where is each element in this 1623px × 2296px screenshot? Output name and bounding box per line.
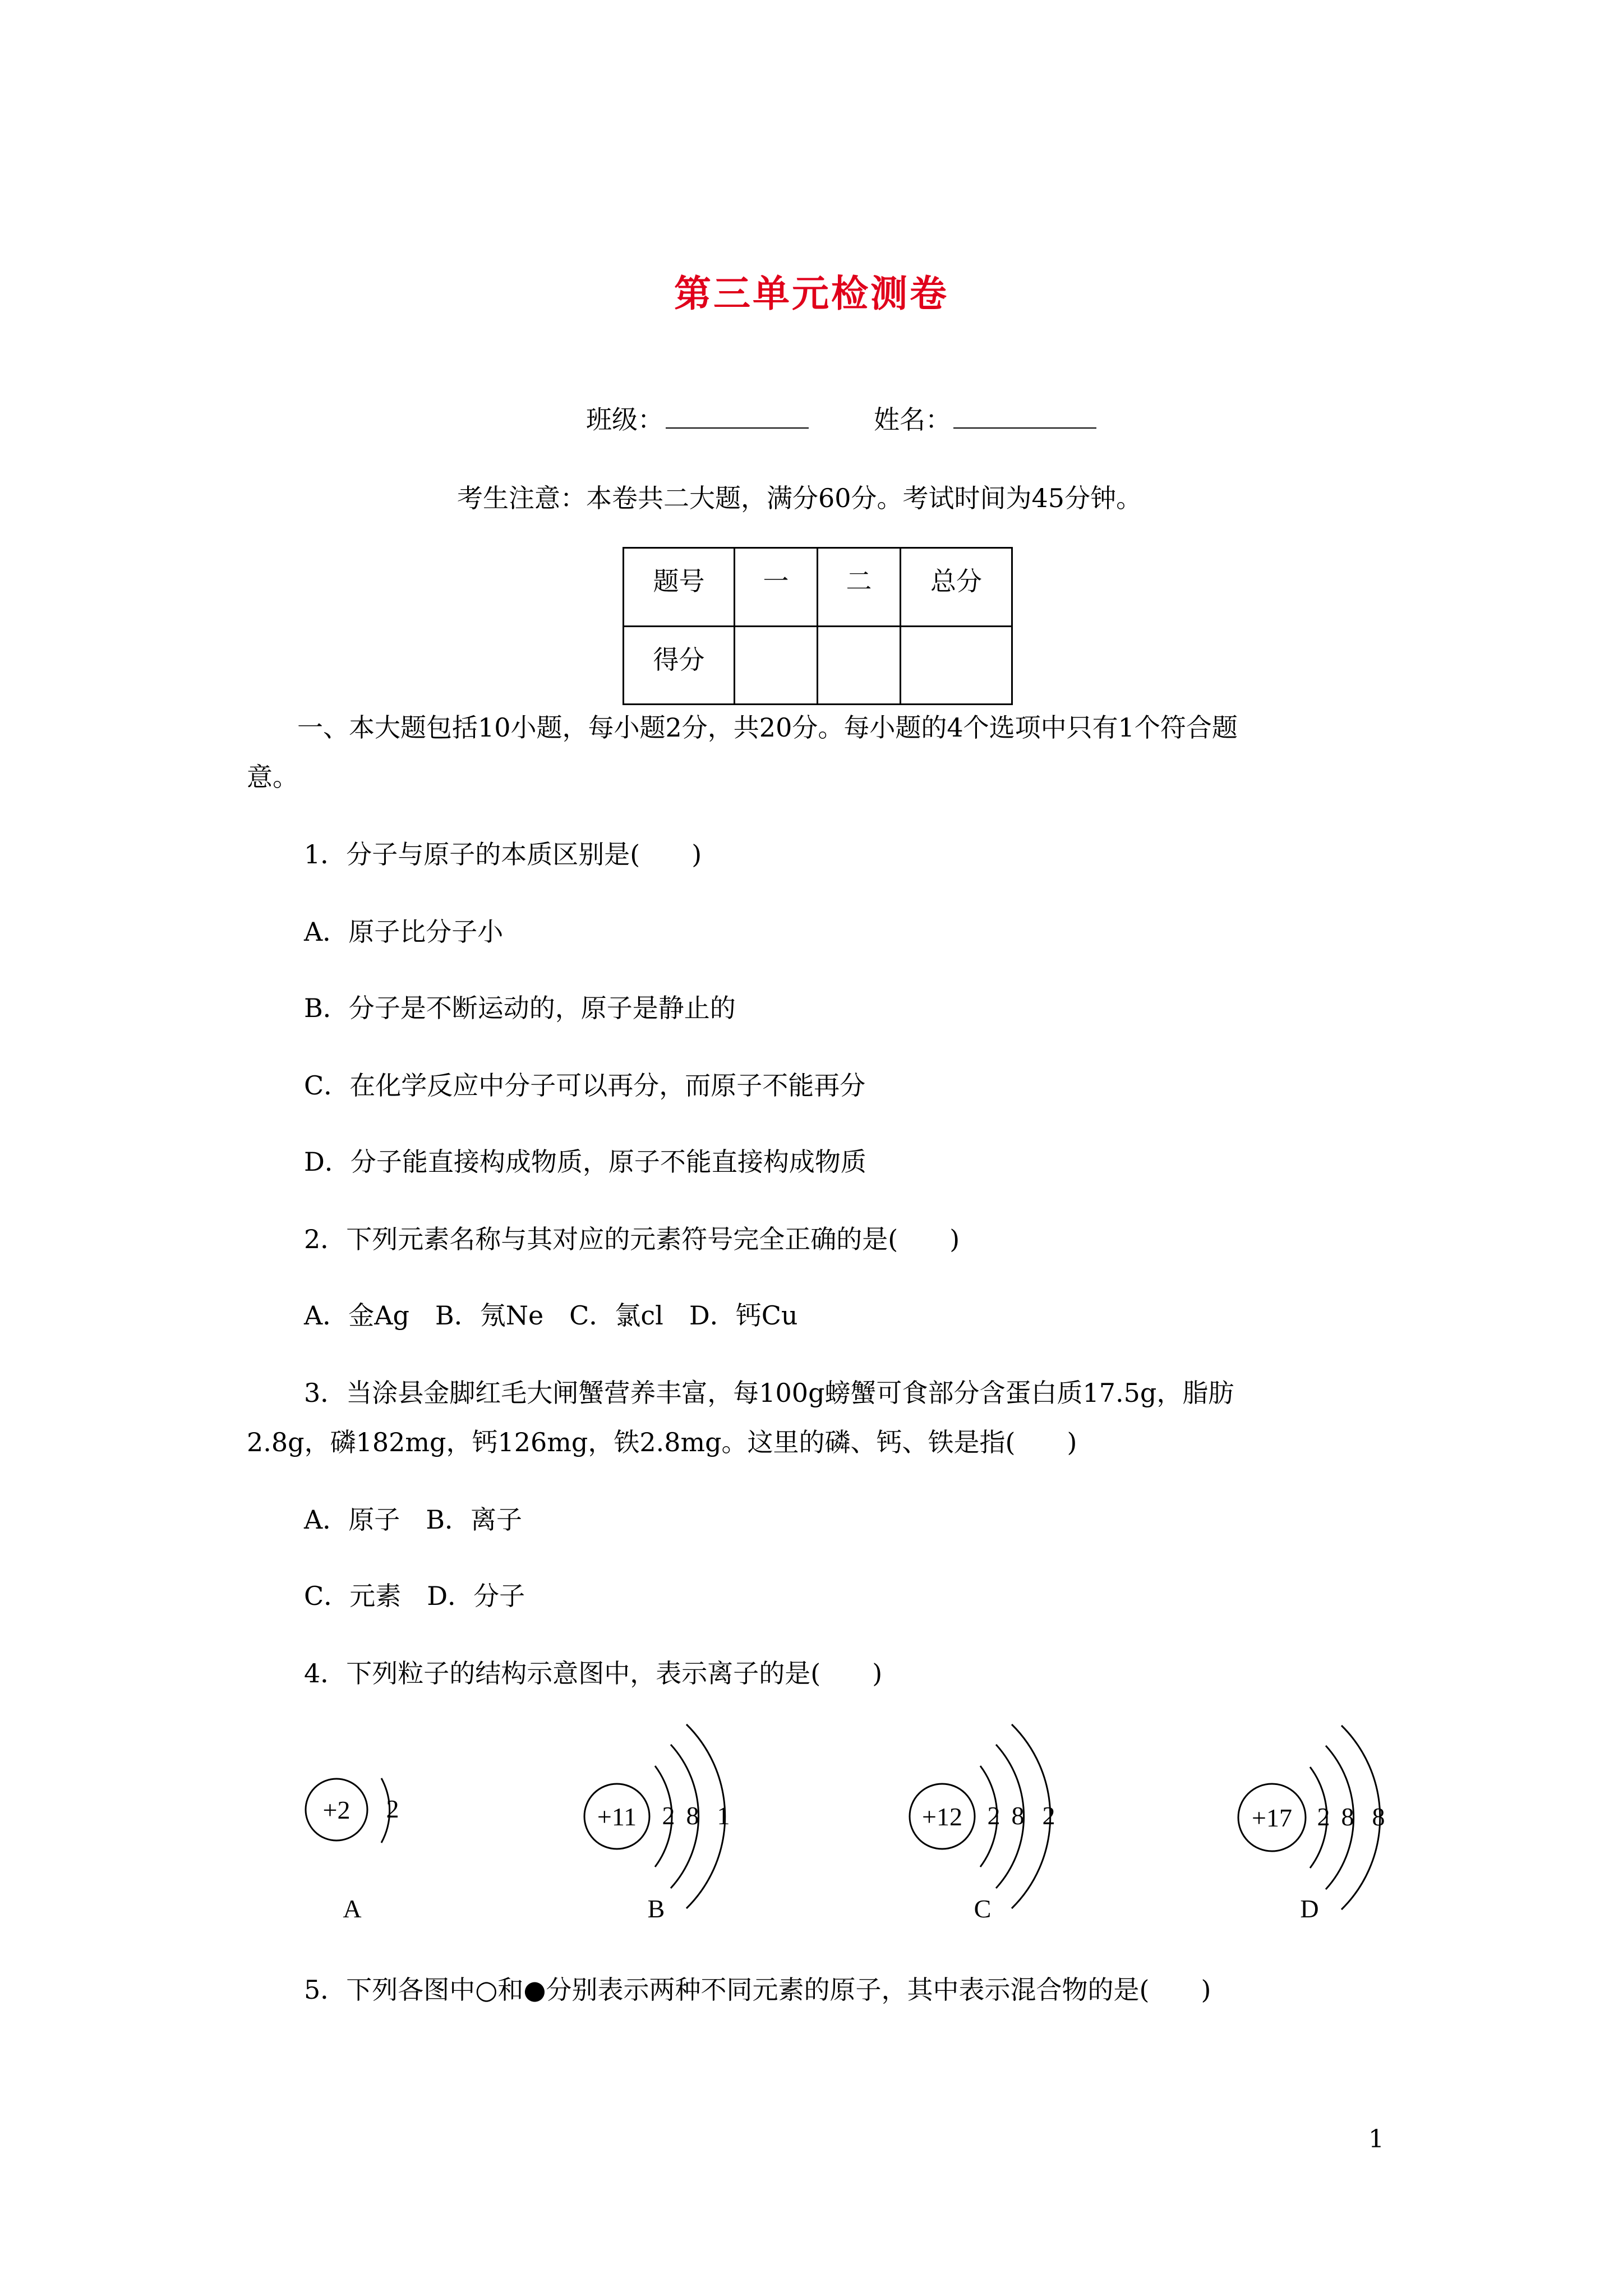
diagram-label: C [974, 1894, 992, 1923]
score-row-label: 得分 [624, 627, 735, 705]
section1-intro-line1: 一、本大题包括10小题，每小题2分，共20分。每小题的4个选项中只有1个符合题 [297, 712, 1238, 743]
atom-diagram-b [584, 1724, 730, 1923]
section1-intro-line2: 意。 [247, 762, 298, 792]
atom-diagram-c [910, 1724, 1055, 1923]
score-cell [818, 627, 901, 705]
score-table-header-row [624, 548, 1012, 627]
shell-electron-count: 2 [386, 1795, 399, 1823]
q3-stem-line2: 2.8g，磷182mg，钙126mg，铁2.8mg。这里的磷、钙、铁是指( ) [247, 1427, 1077, 1457]
q1-stem: 1．分子与原子的本质区别是( ) [304, 839, 702, 869]
score-cell [901, 627, 1012, 705]
diagram-label: A [343, 1894, 362, 1923]
name-label: 姓名： [874, 404, 951, 435]
q3-options-line2: C．元素 D．分子 [304, 1581, 525, 1611]
shell-electron-count: 8 [686, 1801, 699, 1830]
shell-electron-count: 8 [1372, 1802, 1385, 1831]
q1-option-a: A．原子比分子小 [304, 917, 504, 947]
shell-electron-count: 2 [662, 1801, 675, 1830]
shell-electron-count: 2 [987, 1801, 1000, 1830]
atom-diagram-a [306, 1778, 399, 1923]
atom-structure-diagrams [0, 1705, 1623, 1941]
q3-options-line1: A．原子 B．离子 [304, 1504, 523, 1535]
diagram-label: B [647, 1894, 665, 1923]
nucleus-charge: +2 [322, 1796, 351, 1824]
name-blank [953, 404, 1096, 429]
q4-stem: 4．下列粒子的结构示意图中，表示离子的是( ) [304, 1658, 883, 1688]
shell-electron-count: 2 [1042, 1801, 1055, 1830]
shell-electron-count: 2 [1317, 1802, 1330, 1831]
nucleus-charge: +11 [597, 1802, 637, 1831]
score-header-cell: 一 [735, 548, 818, 627]
exam-notice: 考生注意：本卷共二大题，满分60分。考试时间为45分钟。 [457, 483, 1142, 513]
shell-electron-count: 8 [1011, 1801, 1025, 1830]
nucleus-charge: +17 [1252, 1803, 1292, 1832]
class-field [586, 399, 809, 436]
score-table [623, 547, 1013, 705]
q2-stem: 2．下列元素名称与其对应的元素符号完全正确的是( ) [304, 1224, 960, 1254]
q2-options: A．金Ag B．氖Ne C．氯cl D．钙Cu [304, 1300, 798, 1331]
score-cell [735, 627, 818, 705]
q1-option-c: C．在化学反应中分子可以再分，而原子不能再分 [304, 1070, 866, 1101]
score-header-cell: 二 [818, 548, 901, 627]
shell-electron-count: 8 [1341, 1802, 1354, 1831]
nucleus-charge: +12 [922, 1802, 962, 1831]
q5-stem: 5．下列各图中○和●分别表示两种不同元素的原子，其中表示混合物的是( ) [304, 1975, 1211, 2005]
q1-option-d: D．分子能直接构成物质，原子不能直接构成物质 [304, 1147, 866, 1177]
name-field [874, 399, 1096, 436]
atom-diagram-d [1238, 1726, 1385, 1923]
score-header-cell: 题号 [624, 548, 735, 627]
score-table-score-row [624, 627, 1012, 705]
class-blank [666, 404, 809, 429]
page-title: 第三单元检测卷 [674, 272, 949, 315]
diagram-label: D [1300, 1894, 1319, 1923]
shell-electron-count: 1 [717, 1801, 730, 1830]
q1-option-b: B．分子是不断运动的，原子是静止的 [304, 993, 736, 1023]
q3-stem-line1: 3．当涂县金脚红毛大闸蟹营养丰富，每100g螃蟹可食部分含蛋白质17.5g，脂肪 [304, 1378, 1234, 1408]
class-label: 班级： [586, 404, 663, 435]
score-header-cell: 总分 [901, 548, 1012, 627]
page-number: 1 [1368, 2125, 1384, 2154]
